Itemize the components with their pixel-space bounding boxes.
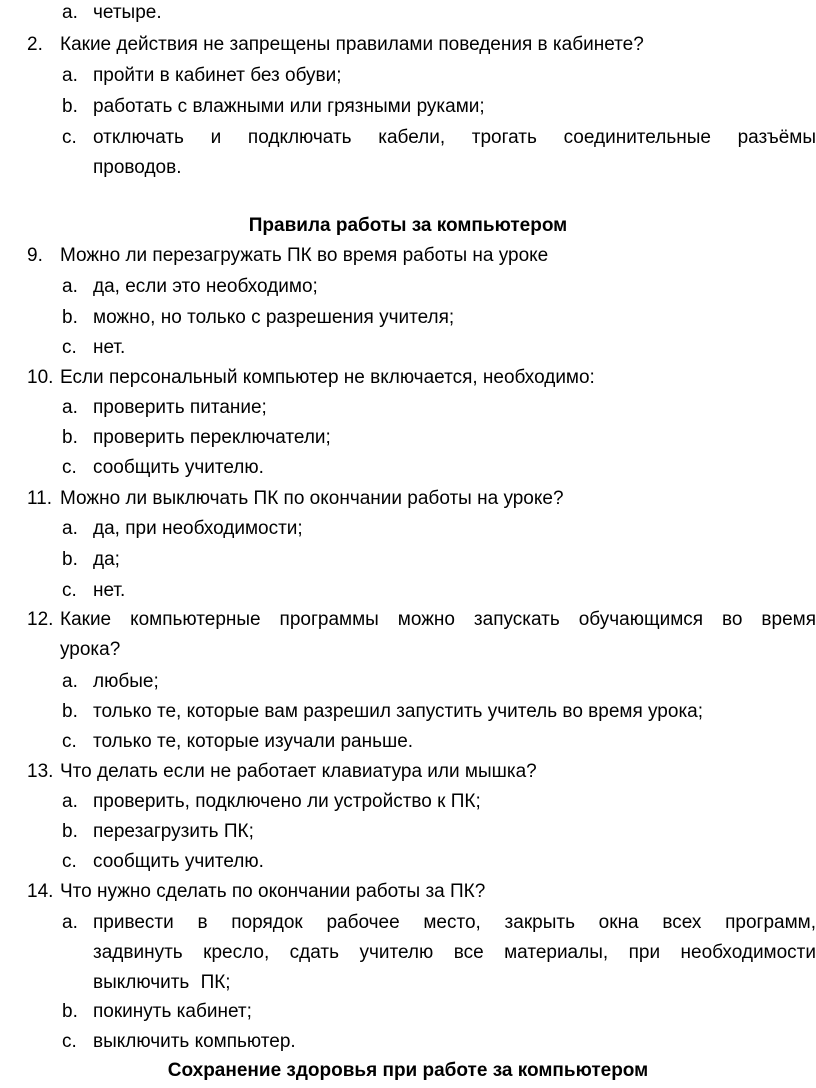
- option-text: да;: [93, 549, 120, 570]
- answer-option: [0, 727, 816, 757]
- option-letter: b.: [62, 427, 78, 448]
- answer-option: [0, 997, 816, 1027]
- question-text: Какие действия не запрещены правилами поведения в кабинете?: [60, 34, 644, 55]
- option-letter: a.: [62, 912, 78, 933]
- option-text: нет.: [93, 580, 126, 601]
- option-text: работать с влажными или грязными руками;: [93, 96, 485, 117]
- question-number: 11.: [27, 488, 53, 509]
- answer-option: [0, 303, 816, 333]
- question-text: Можно ли перезагружать ПК во время работы на уроке: [60, 245, 549, 266]
- question-number: 14.: [27, 881, 54, 902]
- question: [0, 605, 816, 665]
- question: [0, 757, 816, 787]
- question: [0, 484, 816, 514]
- option-text: да, при необходимости;: [93, 518, 303, 539]
- section-heading: Правила работы за компьютером: [248, 215, 568, 236]
- option-letter: a.: [62, 518, 78, 539]
- option-text: четыре.: [93, 2, 162, 23]
- option-letter: c.: [62, 731, 77, 752]
- answer-option: [0, 453, 816, 483]
- question-number: 12.: [27, 609, 54, 630]
- answer-option: [0, 817, 816, 847]
- question-number: 9.: [27, 245, 43, 266]
- option-text: любые;: [93, 671, 159, 692]
- option-letter: a.: [62, 397, 78, 418]
- answer-option: [0, 847, 816, 877]
- answer-option: [0, 576, 816, 606]
- option-letter: c.: [62, 851, 77, 872]
- option-letter: c.: [62, 580, 77, 601]
- answer-option: [0, 0, 816, 28]
- option-letter: a.: [62, 276, 78, 297]
- option-text: выключить компьютер.: [93, 1031, 296, 1052]
- option-text: сообщить учителю.: [93, 457, 264, 478]
- option-letter: a.: [62, 791, 78, 812]
- option-text: нет.: [93, 337, 126, 358]
- option-text: перезагрузить ПК;: [93, 821, 254, 842]
- question-text: Можно ли выключать ПК по окончании работы на уроке?: [60, 488, 564, 509]
- answer-option: [0, 908, 816, 998]
- question: [0, 30, 816, 60]
- option-text: только те, которые изучали раньше.: [93, 731, 414, 752]
- option-text: да, если это необходимо;: [93, 276, 318, 297]
- option-text: проверить, подключено ли устройство к ПК;: [93, 791, 481, 812]
- option-letter: b.: [62, 701, 78, 722]
- option-text: пройти в кабинет без обуви;: [93, 65, 342, 86]
- option-letter: b.: [62, 821, 78, 842]
- answer-option: [0, 514, 816, 544]
- answer-option: [0, 92, 816, 122]
- question-text: Если персональный компьютер не включается, необходимо:: [60, 367, 595, 388]
- option-text: отключать и подключать кабели, трогать соединительные разъёмы проводов.: [93, 127, 816, 178]
- question: [0, 363, 816, 393]
- answer-option: [0, 123, 816, 183]
- answer-option: [0, 1027, 816, 1057]
- option-letter: c.: [62, 1031, 77, 1052]
- question-text: Что делать если не работает клавиатура или мышка?: [60, 761, 537, 782]
- option-letter: b.: [62, 549, 78, 570]
- option-letter: c.: [62, 337, 77, 358]
- option-letter: b.: [62, 307, 78, 328]
- option-letter: b.: [62, 96, 78, 117]
- option-letter: a.: [62, 2, 78, 23]
- option-text: только те, которые вам разрешил запустить учитель во время урока;: [93, 701, 704, 722]
- option-letter: b.: [62, 1001, 78, 1022]
- option-text: проверить переключатели;: [93, 427, 331, 448]
- answer-option: [0, 667, 816, 697]
- question: [0, 241, 816, 271]
- answer-option: [0, 545, 816, 575]
- option-text: покинуть кабинет;: [93, 1001, 252, 1022]
- answer-option: [0, 333, 816, 363]
- question-text: Какие компьютерные программы можно запускать обучающимся во время урока?: [60, 609, 816, 660]
- answer-option: [0, 697, 816, 727]
- answer-option: [0, 787, 816, 817]
- question-number: 13.: [27, 761, 54, 782]
- answer-option: [0, 423, 816, 453]
- option-text: привести в порядок рабочее место, закрыть окна всех программ, задвинуть кресло, сдать учителю все материалы, при необходимости выключить ПК;: [93, 912, 816, 993]
- option-text: можно, но только с разрешения учителя;: [93, 307, 455, 328]
- question: [0, 877, 816, 907]
- option-letter: c.: [62, 127, 77, 148]
- question-number: 10.: [27, 367, 54, 388]
- option-letter: c.: [62, 457, 77, 478]
- section-heading: Сохранение здоровья при работе за компьютером: [167, 1060, 649, 1081]
- question-number: 2.: [27, 34, 43, 55]
- question-text: Что нужно сделать по окончании работы за ПК?: [60, 881, 486, 902]
- option-text: сообщить учителю.: [93, 851, 264, 872]
- option-text: проверить питание;: [93, 397, 267, 418]
- option-letter: a.: [62, 671, 78, 692]
- answer-option: [0, 393, 816, 423]
- answer-option: [0, 61, 816, 91]
- answer-option: [0, 272, 816, 302]
- option-letter: a.: [62, 65, 78, 86]
